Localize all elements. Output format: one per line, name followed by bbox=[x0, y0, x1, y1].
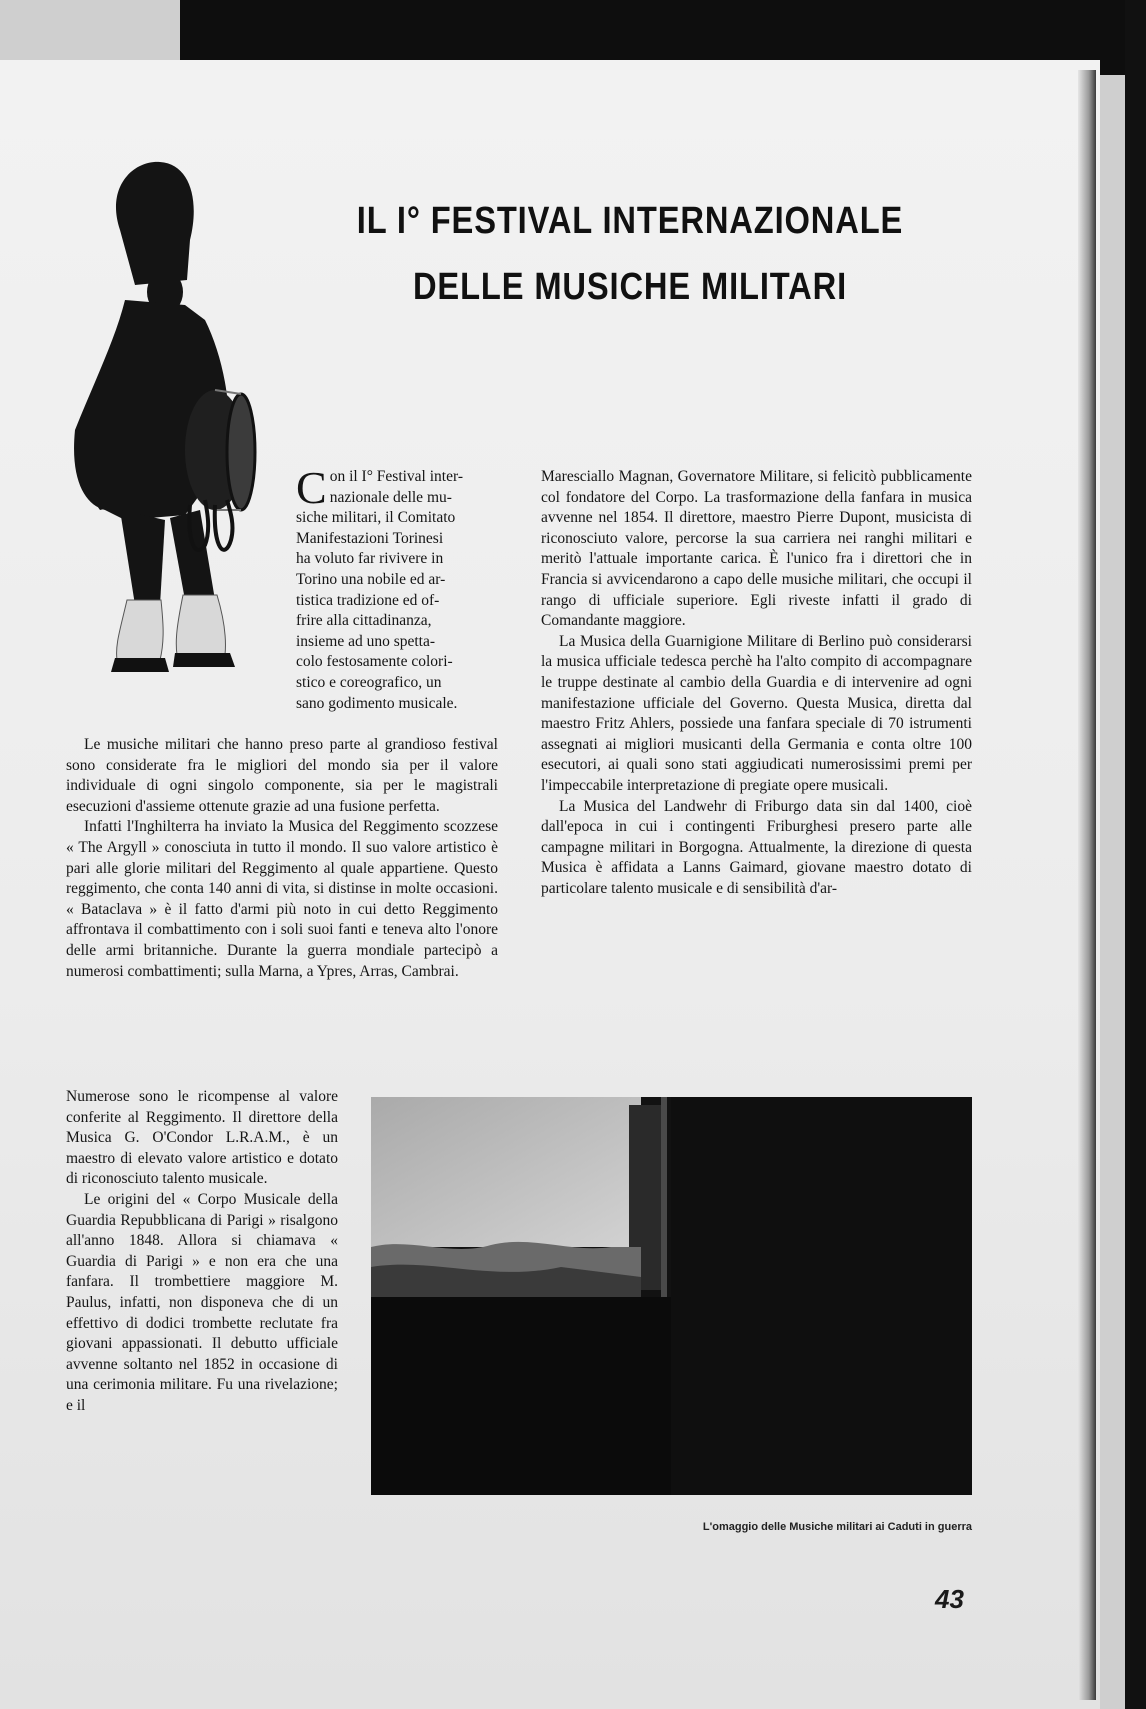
left-column bbox=[66, 735, 498, 982]
intro-line: colo festosamente colori- bbox=[296, 653, 453, 671]
drummer-silhouette-illustration bbox=[65, 160, 280, 680]
intro-paragraph bbox=[296, 462, 499, 714]
intro-line: nazionale delle mu- bbox=[329, 488, 452, 506]
intro-line: siche militari, il Comitato bbox=[296, 509, 456, 527]
paragraph: Maresciallo Magnan, Governatore Militare, si felicitò pubblicamente col fondatore del Corpo. La trasformazione della fanfara in musica avvenne nel 1854. Il direttore, maestro Pierre Dupont, musicista di riconosciuto valore, percorse la sua carriera nei ranghi militari e meritò l'attuale importante carica. È l'unico fra i direttori che in Francia si avvicendarono a capo delle musiche militari, che occupi il rango di ufficiale superiore. Egli riveste infatti il grado di Comandante maggiore. bbox=[541, 468, 972, 630]
right-column bbox=[541, 467, 972, 899]
photo-caption: L'omaggio delle Musiche militari ai Caduti in guerra bbox=[702, 1521, 972, 1533]
ceremony-photo-image bbox=[371, 1097, 972, 1495]
intro-line: frire alla cittadinanza, bbox=[296, 612, 432, 630]
intro-line: tistica tradizione ed of- bbox=[296, 591, 440, 609]
intro-line: on il I° Festival inter- bbox=[329, 468, 463, 485]
intro-line: stico e coreografico, un bbox=[296, 673, 442, 691]
article-title-line-2: DELLE MUSICHE MILITARI bbox=[412, 266, 848, 308]
page-number: 43 bbox=[935, 1584, 964, 1614]
drop-cap: C bbox=[296, 462, 327, 513]
paragraph: Le origini del « Corpo Musicale della Guardia Repubblicana di Parigi » risalgono all'anno 1848. Allora si chiamava « Guardia di Parigi » e non era che una fanfara. Il trombettiere maggiore M. Paulus, infatti, non disponeva che di un effettivo di dodici trombette reclutate fra giovani appassionati. Il debutto ufficiale avvenne soltanto nel 1852 in occasione di una cerimonia militare. Fu una rivelazione; e il bbox=[66, 1190, 338, 1414]
intro-line: ha voluto far rivivere in bbox=[296, 550, 444, 568]
paragraph: La Musica del Landwehr di Friburgo data sin dal 1400, cioè dall'epoca in cui i contingenti Friburghesi presero parte alle campagne militari in Borgogna. Attualmente, la direzione di questa Musica è affidata a Lanns Gaimard, giovane maestro dotato di particolare talento musicale e di sensibilità d'ar- bbox=[541, 797, 972, 897]
scan-border-right bbox=[1125, 0, 1146, 1709]
ceremony-photo bbox=[371, 1097, 972, 1495]
page-edge-shadow bbox=[1078, 70, 1096, 1700]
paragraph: Infatti l'Inghilterra ha inviato la Musica del Reggimento scozzese « The Argyll » conosciuta in tutto il mondo. Il suo valore artistico è pari alle glorie militari del Reggimento al quale appartiene. Questo reggimento, che conta 140 anni di vita, si distinse in molte occasioni. « Bataclava » è il fatto d'armi più noto in cui detto Reggimento affrontava il combattimento con i soli suoi fanti e teneva alto l'onore delle armi britanniche. Durante la guerra mondiale partecipò a numerosi combattimenti; sulla Marna, a Ypres, Arras, Cambrai. bbox=[66, 818, 498, 980]
article-title-line-1: IL I° FESTIVAL INTERNAZIONALE bbox=[356, 200, 904, 242]
intro-line: Torino una nobile ed ar- bbox=[296, 570, 446, 588]
paragraph: Numerose sono le ricompense al valore conferite al Reggimento. Il direttore della Musica G. O'Condor L.R.A.M., è un maestro di elevato valore artistico e dotato di riconosciuto talento musicale. bbox=[66, 1088, 338, 1188]
narrow-column bbox=[66, 1087, 338, 1417]
intro-line: insieme ad uno spetta- bbox=[296, 632, 436, 650]
intro-line: sano godimento musicale. bbox=[296, 694, 458, 712]
intro-line: Manifestazioni Torinesi bbox=[296, 529, 444, 547]
paragraph: Le musiche militari che hanno preso parte al grandioso festival sono considerate fra le migliori del mondo sia per il valore individuale di ogni singolo componente, sia per le magistrali esecuzioni d'assieme ottenute grazie ad una fusione perfetta. bbox=[66, 736, 498, 815]
paragraph: La Musica della Guarnigione Militare di Berlino può considerarsi la musica ufficiale tedesca perchè ha l'alto compito di accompagnare le truppe destinate al cambio della Guardia e di intervenire ad ogni manifestazione ufficiale del Governo. Questa Musica, diretta dal maestro Fritz Ahlers, possiede una fanfara speciale di 70 istrumenti assegnati ai migliori musicanti della Germania e conta oltre 100 esecutori, ai quali sono stati aggiudicati numerosissimi premi per l'impeccabile interpretazione di pregiate opere musicali. bbox=[541, 632, 972, 794]
